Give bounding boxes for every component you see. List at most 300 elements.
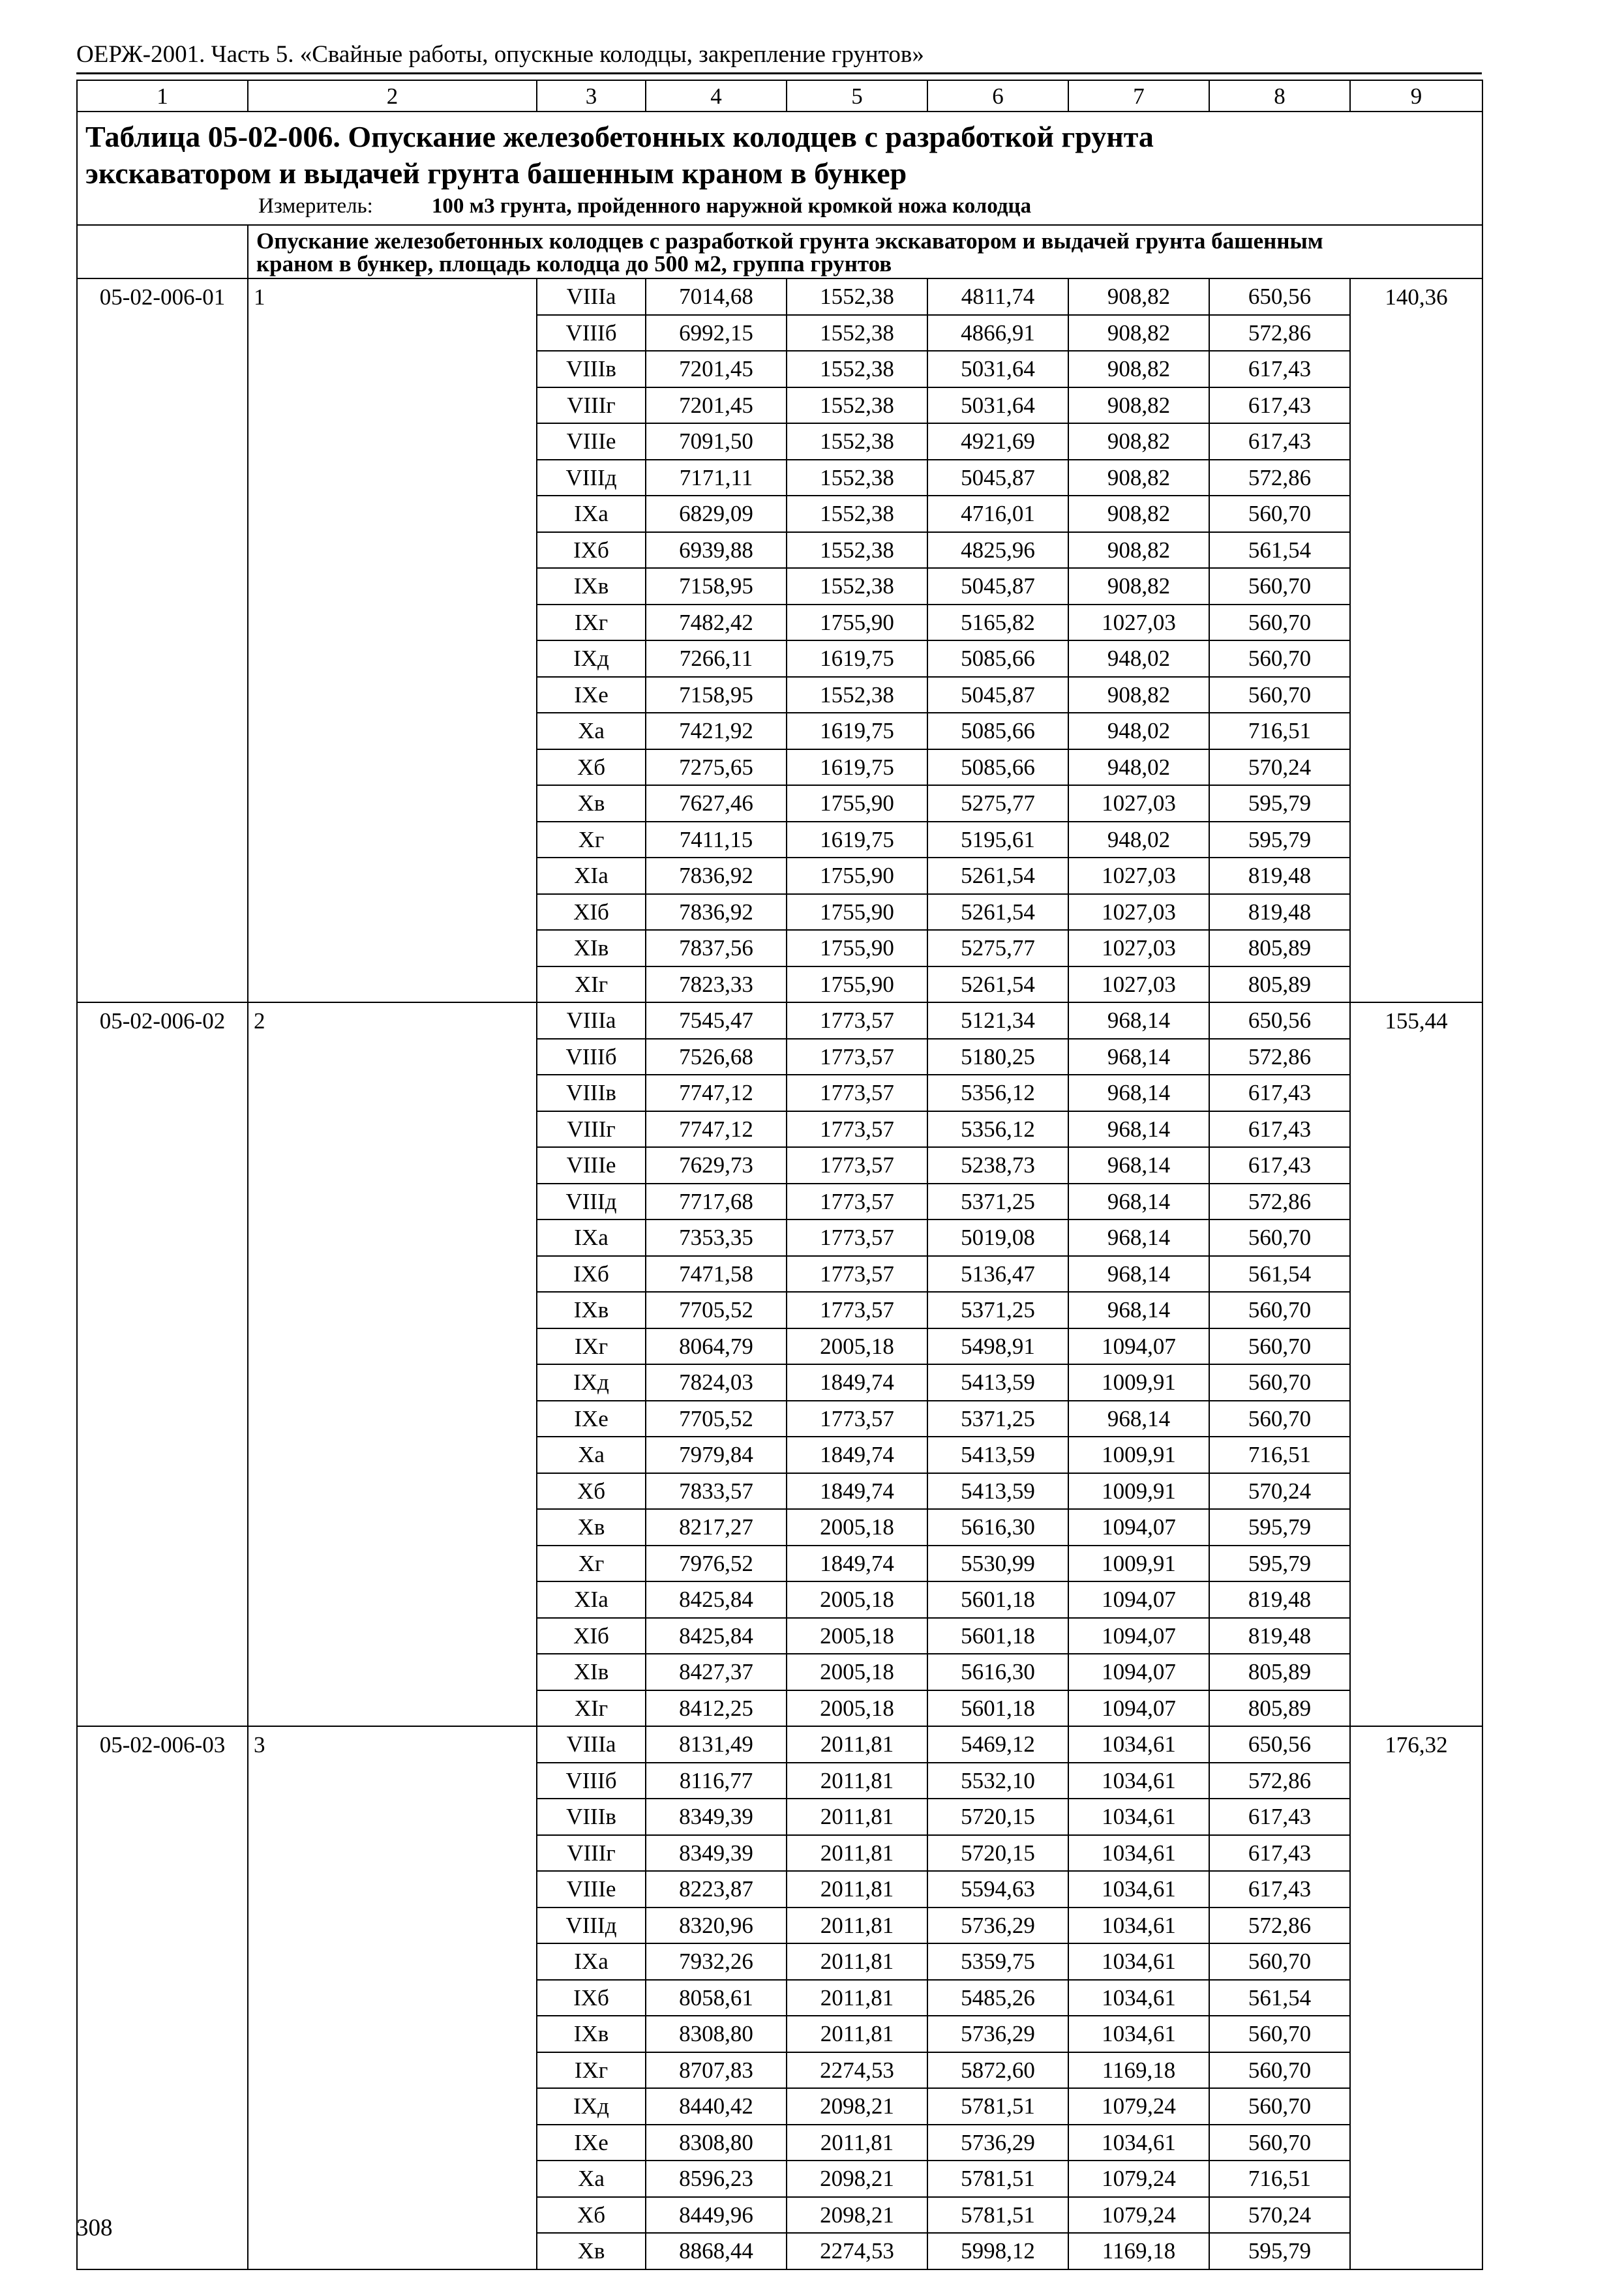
total-cost-cell: 8308,80 (646, 2016, 787, 2052)
soil-group-cell: IXб (537, 1256, 646, 1293)
wages-cost-cell: 1619,75 (787, 640, 927, 677)
total-cost-cell: 7275,65 (646, 749, 787, 786)
wages-cost-cell: 2011,81 (787, 1943, 927, 1980)
machine-cost-cell: 4921,69 (927, 423, 1068, 460)
wages-cost-cell: 1619,75 (787, 749, 927, 786)
soil-group-cell: XIб (537, 1618, 646, 1654)
wages-cost-cell: 2098,21 (787, 2161, 927, 2197)
total-cost-cell: 7201,45 (646, 387, 787, 424)
soil-group-cell: Xб (537, 1473, 646, 1510)
machinist-wages-cell: 1079,24 (1068, 2161, 1209, 2197)
machine-cost-cell: 4825,96 (927, 532, 1068, 569)
wages-cost-cell: 1552,38 (787, 496, 927, 532)
machine-cost-cell: 5085,66 (927, 749, 1068, 786)
materials-cost-cell: 572,86 (1209, 1908, 1350, 1944)
materials-cost-cell: 572,86 (1209, 1763, 1350, 1799)
machinist-wages-cell: 1094,07 (1068, 1509, 1209, 1546)
machinist-wages-cell: 1027,03 (1068, 966, 1209, 1003)
labor-hours: 176,32 (1350, 1726, 1482, 2269)
total-cost-cell: 6939,88 (646, 532, 787, 569)
machinist-wages-cell: 1027,03 (1068, 785, 1209, 822)
machinist-wages-cell: 908,82 (1068, 460, 1209, 496)
rate-code: 05-02-006-03 (77, 1726, 248, 2269)
machinist-wages-cell: 1079,24 (1068, 2088, 1209, 2125)
wages-cost-cell: 1773,57 (787, 1075, 927, 1111)
machine-cost-cell: 5720,15 (927, 1835, 1068, 1872)
materials-cost-cell: 560,70 (1209, 496, 1350, 532)
total-cost-cell: 7091,50 (646, 423, 787, 460)
soil-group-cell: IXв (537, 568, 646, 605)
wages-cost-cell: 1849,74 (787, 1364, 927, 1401)
machinist-wages-cell: 1079,24 (1068, 2197, 1209, 2234)
machinist-wages-cell: 1034,61 (1068, 1726, 1209, 1763)
machinist-wages-cell: 908,82 (1068, 278, 1209, 315)
machine-cost-cell: 5238,73 (927, 1147, 1068, 1184)
soil-group-cell: VIIIб (537, 315, 646, 352)
soil-group-cell: VIIIе (537, 423, 646, 460)
materials-cost-cell: 805,89 (1209, 1690, 1350, 1727)
wages-cost-cell: 1552,38 (787, 351, 927, 387)
total-cost-cell: 8116,77 (646, 1763, 787, 1799)
materials-cost-cell: 570,24 (1209, 1473, 1350, 1510)
unit-label: Измеритель: (258, 194, 373, 218)
machine-cost-cell: 5601,18 (927, 1618, 1068, 1654)
wages-cost-cell: 2005,18 (787, 1581, 927, 1618)
wages-cost-cell: 2274,53 (787, 2233, 927, 2269)
title-row (77, 112, 1482, 225)
soil-group-cell: VIIIв (537, 351, 646, 387)
materials-cost-cell: 650,56 (1209, 1726, 1350, 1763)
soil-group-cell: IXе (537, 677, 646, 713)
machine-cost-cell: 5616,30 (927, 1509, 1068, 1546)
machine-cost-cell: 5998,12 (927, 2233, 1068, 2269)
machine-cost-cell: 5356,12 (927, 1075, 1068, 1111)
machinist-wages-cell: 1094,07 (1068, 1690, 1209, 1727)
total-cost-cell: 8131,49 (646, 1726, 787, 1763)
soil-group-cell: VIIIе (537, 1871, 646, 1908)
machinist-wages-cell: 968,14 (1068, 1147, 1209, 1184)
machine-cost-cell: 5165,82 (927, 605, 1068, 641)
materials-cost-cell: 617,43 (1209, 1147, 1350, 1184)
machinist-wages-cell: 908,82 (1068, 496, 1209, 532)
work-description (248, 225, 1482, 278)
materials-cost-cell: 560,70 (1209, 605, 1350, 641)
machine-cost-cell: 5261,54 (927, 966, 1068, 1003)
machinist-wages-cell: 1034,61 (1068, 1799, 1209, 1835)
machinist-wages-cell: 1094,07 (1068, 1618, 1209, 1654)
materials-cost-cell: 561,54 (1209, 532, 1350, 569)
wages-cost-cell: 2011,81 (787, 1871, 927, 1908)
soil-group-cell: Xв (537, 2233, 646, 2269)
soil-group-cell: IXа (537, 1219, 646, 1256)
soil-group-cell: XIв (537, 930, 646, 966)
materials-cost-cell: 650,56 (1209, 278, 1350, 315)
machinist-wages-cell: 968,14 (1068, 1002, 1209, 1039)
machinist-wages-cell: 968,14 (1068, 1075, 1209, 1111)
machine-cost-cell: 5872,60 (927, 2052, 1068, 2089)
soil-group-cell: Xг (537, 822, 646, 858)
soil-group-cell: VIIIв (537, 1075, 646, 1111)
total-cost-cell: 8349,39 (646, 1835, 787, 1872)
soil-group-cell: VIIIг (537, 387, 646, 424)
total-cost-cell: 7629,73 (646, 1147, 787, 1184)
materials-cost-cell: 560,70 (1209, 2088, 1350, 2125)
soil-group-cell: VIIIа (537, 278, 646, 315)
machine-cost-cell: 5359,75 (927, 1943, 1068, 1980)
materials-cost-cell: 617,43 (1209, 1075, 1350, 1111)
machinist-wages-cell: 1034,61 (1068, 2125, 1209, 2161)
total-cost-cell: 8707,83 (646, 2052, 787, 2089)
materials-cost-cell: 617,43 (1209, 1871, 1350, 1908)
materials-cost-cell: 617,43 (1209, 1111, 1350, 1148)
machine-cost-cell: 5261,54 (927, 894, 1068, 931)
table-row (77, 278, 1482, 315)
machinist-wages-cell: 1094,07 (1068, 1328, 1209, 1365)
column-number: 4 (646, 80, 787, 112)
machine-cost-cell: 5371,25 (927, 1292, 1068, 1328)
wages-cost-cell: 1773,57 (787, 1111, 927, 1148)
soil-group-cell: VIIIа (537, 1726, 646, 1763)
machine-cost-cell: 5195,61 (927, 822, 1068, 858)
materials-cost-cell: 570,24 (1209, 749, 1350, 786)
page-header: ОЕРЖ-2001. Часть 5. «Свайные работы, опускные колодцы, закрепление грунтов» (76, 41, 924, 68)
soil-group-cell: IXа (537, 496, 646, 532)
unit-row (258, 192, 1474, 220)
wages-cost-cell: 2005,18 (787, 1618, 927, 1654)
soil-group-cell: IXа (537, 1943, 646, 1980)
wages-cost-cell: 2011,81 (787, 1799, 927, 1835)
soil-group-cell: Xв (537, 1509, 646, 1546)
soil-group-cell: VIIIе (537, 1147, 646, 1184)
machinist-wages-cell: 1027,03 (1068, 930, 1209, 966)
materials-cost-cell: 560,70 (1209, 1219, 1350, 1256)
materials-cost-cell: 716,51 (1209, 713, 1350, 749)
machinist-wages-cell: 968,14 (1068, 1401, 1209, 1437)
materials-cost-cell: 560,70 (1209, 677, 1350, 713)
machine-cost-cell: 5601,18 (927, 1581, 1068, 1618)
soil-group-cell: IXд (537, 1364, 646, 1401)
wages-cost-cell: 2011,81 (787, 1763, 927, 1799)
wages-cost-cell: 2011,81 (787, 1908, 927, 1944)
machine-cost-cell: 5485,26 (927, 1980, 1068, 2016)
table-row (77, 1726, 1482, 1763)
column-number: 2 (248, 80, 537, 112)
materials-cost-cell: 560,70 (1209, 1401, 1350, 1437)
materials-cost-cell: 572,86 (1209, 1039, 1350, 1075)
rate-code: 05-02-006-02 (77, 1002, 248, 1726)
total-cost-cell: 7353,35 (646, 1219, 787, 1256)
total-cost-cell: 8217,27 (646, 1509, 787, 1546)
wages-cost-cell: 1552,38 (787, 278, 927, 315)
machine-cost-cell: 5121,34 (927, 1002, 1068, 1039)
materials-cost-cell: 617,43 (1209, 1835, 1350, 1872)
soil-group-cell: IXе (537, 1401, 646, 1437)
page-number: 308 (76, 2215, 113, 2241)
materials-cost-cell: 561,54 (1209, 1256, 1350, 1293)
column-number: 9 (1350, 80, 1482, 112)
total-cost-cell: 7824,03 (646, 1364, 787, 1401)
soil-group-cell: VIIIб (537, 1763, 646, 1799)
wages-cost-cell: 2011,81 (787, 1835, 927, 1872)
total-cost-cell: 7976,52 (646, 1546, 787, 1582)
soil-group-cell: VIIIв (537, 1799, 646, 1835)
column-number: 8 (1209, 80, 1350, 112)
total-cost-cell: 7482,42 (646, 605, 787, 641)
machinist-wages-cell: 908,82 (1068, 351, 1209, 387)
rate-name: 1 (248, 278, 537, 1002)
wages-cost-cell: 2005,18 (787, 1654, 927, 1690)
soil-group-cell: IXд (537, 2088, 646, 2125)
materials-cost-cell: 617,43 (1209, 387, 1350, 424)
soil-group-cell: Xа (537, 1437, 646, 1473)
soil-group-cell: IXг (537, 2052, 646, 2089)
machine-cost-cell: 5413,59 (927, 1473, 1068, 1510)
materials-cost-cell: 716,51 (1209, 2161, 1350, 2197)
machinist-wages-cell: 1169,18 (1068, 2233, 1209, 2269)
machine-cost-cell: 5530,99 (927, 1546, 1068, 1582)
soil-group-cell: IXг (537, 605, 646, 641)
machinist-wages-cell: 1094,07 (1068, 1581, 1209, 1618)
wages-cost-cell: 1755,90 (787, 785, 927, 822)
materials-cost-cell: 805,89 (1209, 930, 1350, 966)
soil-group-cell: IXб (537, 1980, 646, 2016)
machine-cost-cell: 5594,63 (927, 1871, 1068, 1908)
wages-cost-cell: 1619,75 (787, 822, 927, 858)
materials-cost-cell: 617,43 (1209, 351, 1350, 387)
wages-cost-cell: 1773,57 (787, 1147, 927, 1184)
soil-group-cell: IXб (537, 532, 646, 569)
materials-cost-cell: 560,70 (1209, 2052, 1350, 2089)
wages-cost-cell: 2005,18 (787, 1690, 927, 1727)
machine-cost-cell: 5413,59 (927, 1364, 1068, 1401)
total-cost-cell: 8427,37 (646, 1654, 787, 1690)
wages-cost-cell: 2011,81 (787, 2016, 927, 2052)
wages-cost-cell: 1552,38 (787, 568, 927, 605)
machine-cost-cell: 5498,91 (927, 1328, 1068, 1365)
machine-cost-cell: 4866,91 (927, 315, 1068, 352)
wages-cost-cell: 1755,90 (787, 930, 927, 966)
column-number-row (77, 80, 1482, 112)
header-rule (76, 72, 1482, 74)
wages-cost-cell: 1552,38 (787, 315, 927, 352)
wages-cost-cell: 2011,81 (787, 1726, 927, 1763)
wages-cost-cell: 1619,75 (787, 713, 927, 749)
wages-cost-cell: 2005,18 (787, 1328, 927, 1365)
materials-cost-cell: 650,56 (1209, 1002, 1350, 1039)
machine-cost-cell: 5085,66 (927, 713, 1068, 749)
total-cost-cell: 8308,80 (646, 2125, 787, 2161)
machine-cost-cell: 5781,51 (927, 2197, 1068, 2234)
materials-cost-cell: 570,24 (1209, 2197, 1350, 2234)
wages-cost-cell: 1849,74 (787, 1546, 927, 1582)
machinist-wages-cell: 1034,61 (1068, 1763, 1209, 1799)
total-cost-cell: 7158,95 (646, 568, 787, 605)
soil-group-cell: VIIIа (537, 1002, 646, 1039)
total-cost-cell: 7979,84 (646, 1437, 787, 1473)
total-cost-cell: 8223,87 (646, 1871, 787, 1908)
total-cost-cell: 7705,52 (646, 1292, 787, 1328)
total-cost-cell: 8440,42 (646, 2088, 787, 2125)
machine-cost-cell: 5019,08 (927, 1219, 1068, 1256)
wages-cost-cell: 1552,38 (787, 677, 927, 713)
total-cost-cell: 7201,45 (646, 351, 787, 387)
total-cost-cell: 7932,26 (646, 1943, 787, 1980)
total-cost-cell: 8596,23 (646, 2161, 787, 2197)
machine-cost-cell: 5371,25 (927, 1184, 1068, 1220)
wages-cost-cell: 1552,38 (787, 460, 927, 496)
soil-group-cell: VIIIд (537, 1908, 646, 1944)
wages-cost-cell: 1755,90 (787, 966, 927, 1003)
total-cost-cell: 6829,09 (646, 496, 787, 532)
machinist-wages-cell: 1034,61 (1068, 1908, 1209, 1944)
materials-cost-cell: 595,79 (1209, 785, 1350, 822)
soil-group-cell: IXв (537, 2016, 646, 2052)
machinist-wages-cell: 1034,61 (1068, 1871, 1209, 1908)
materials-cost-cell: 595,79 (1209, 2233, 1350, 2269)
machine-cost-cell: 5275,77 (927, 785, 1068, 822)
machine-cost-cell: 5085,66 (927, 640, 1068, 677)
total-cost-cell: 7747,12 (646, 1075, 787, 1111)
machinist-wages-cell: 968,14 (1068, 1292, 1209, 1328)
machinist-wages-cell: 908,82 (1068, 315, 1209, 352)
wages-cost-cell: 1849,74 (787, 1437, 927, 1473)
materials-cost-cell: 560,70 (1209, 568, 1350, 605)
wages-cost-cell: 1552,38 (787, 423, 927, 460)
soil-group-cell: XIа (537, 858, 646, 894)
soil-group-cell: XIб (537, 894, 646, 931)
soil-group-cell: IXд (537, 640, 646, 677)
rates-table (76, 80, 1483, 2270)
materials-cost-cell: 595,79 (1209, 1546, 1350, 1582)
soil-group-cell: VIIIд (537, 460, 646, 496)
materials-cost-cell: 560,70 (1209, 1364, 1350, 1401)
description-spacer (77, 225, 248, 278)
materials-cost-cell: 560,70 (1209, 640, 1350, 677)
machinist-wages-cell: 948,02 (1068, 713, 1209, 749)
soil-group-cell: IXг (537, 1328, 646, 1365)
materials-cost-cell: 805,89 (1209, 966, 1350, 1003)
labor-hours: 140,36 (1350, 278, 1482, 1002)
soil-group-cell: VIIIб (537, 1039, 646, 1075)
machine-cost-cell: 5781,51 (927, 2088, 1068, 2125)
soil-group-cell: Xб (537, 2197, 646, 2234)
materials-cost-cell: 595,79 (1209, 1509, 1350, 1546)
soil-group-cell: Xа (537, 713, 646, 749)
wages-cost-cell: 1773,57 (787, 1219, 927, 1256)
machine-cost-cell: 5045,87 (927, 568, 1068, 605)
soil-group-cell: IXв (537, 1292, 646, 1328)
total-cost-cell: 8412,25 (646, 1690, 787, 1727)
wages-cost-cell: 2098,21 (787, 2088, 927, 2125)
total-cost-cell: 7411,15 (646, 822, 787, 858)
machine-cost-cell: 5413,59 (927, 1437, 1068, 1473)
rate-name: 3 (248, 1726, 537, 2269)
description-line: Опускание железобетонных колодцев с разработкой грунта экскаватором и выдачей грунта башенным (256, 228, 1323, 254)
soil-group-cell: IXе (537, 2125, 646, 2161)
machine-cost-cell: 5720,15 (927, 1799, 1068, 1835)
soil-group-cell: VIIIд (537, 1184, 646, 1220)
materials-cost-cell: 572,86 (1209, 1184, 1350, 1220)
materials-cost-cell: 819,48 (1209, 1581, 1350, 1618)
machinist-wages-cell: 1027,03 (1068, 894, 1209, 931)
materials-cost-cell: 560,70 (1209, 2016, 1350, 2052)
machine-cost-cell: 5616,30 (927, 1654, 1068, 1690)
wages-cost-cell: 1773,57 (787, 1039, 927, 1075)
description-row (77, 225, 1482, 278)
materials-cost-cell: 561,54 (1209, 1980, 1350, 2016)
machine-cost-cell: 5371,25 (927, 1401, 1068, 1437)
materials-cost-cell: 617,43 (1209, 423, 1350, 460)
machinist-wages-cell: 1034,61 (1068, 1980, 1209, 2016)
machine-cost-cell: 5045,87 (927, 677, 1068, 713)
total-cost-cell: 8449,96 (646, 2197, 787, 2234)
machinist-wages-cell: 1094,07 (1068, 1654, 1209, 1690)
wages-cost-cell: 2011,81 (787, 2125, 927, 2161)
machine-cost-cell: 5180,25 (927, 1039, 1068, 1075)
table-title-cell (77, 112, 1482, 225)
total-cost-cell: 8868,44 (646, 2233, 787, 2269)
machine-cost-cell: 5031,64 (927, 387, 1068, 424)
machinist-wages-cell: 1009,91 (1068, 1364, 1209, 1401)
total-cost-cell: 8320,96 (646, 1908, 787, 1944)
machine-cost-cell: 5781,51 (927, 2161, 1068, 2197)
machinist-wages-cell: 1034,61 (1068, 2016, 1209, 2052)
total-cost-cell: 6992,15 (646, 315, 787, 352)
total-cost-cell: 7717,68 (646, 1184, 787, 1220)
table-title (85, 119, 1474, 192)
machine-cost-cell: 5275,77 (927, 930, 1068, 966)
total-cost-cell: 8349,39 (646, 1799, 787, 1835)
soil-group-cell: Xб (537, 749, 646, 786)
machine-cost-cell: 4811,74 (927, 278, 1068, 315)
total-cost-cell: 7836,92 (646, 894, 787, 931)
total-cost-cell: 7823,33 (646, 966, 787, 1003)
machinist-wages-cell: 908,82 (1068, 532, 1209, 569)
column-number: 6 (927, 80, 1068, 112)
wages-cost-cell: 1773,57 (787, 1184, 927, 1220)
materials-cost-cell: 560,70 (1209, 1292, 1350, 1328)
wages-cost-cell: 1773,57 (787, 1256, 927, 1293)
machine-cost-cell: 5532,10 (927, 1763, 1068, 1799)
materials-cost-cell: 560,70 (1209, 1943, 1350, 1980)
machinist-wages-cell: 1027,03 (1068, 605, 1209, 641)
machinist-wages-cell: 1009,91 (1068, 1437, 1209, 1473)
machinist-wages-cell: 948,02 (1068, 640, 1209, 677)
machine-cost-cell: 4716,01 (927, 496, 1068, 532)
total-cost-cell: 7833,57 (646, 1473, 787, 1510)
machinist-wages-cell: 908,82 (1068, 423, 1209, 460)
materials-cost-cell: 819,48 (1209, 858, 1350, 894)
wages-cost-cell: 1755,90 (787, 894, 927, 931)
machinist-wages-cell: 948,02 (1068, 749, 1209, 786)
wages-cost-cell: 1773,57 (787, 1401, 927, 1437)
total-cost-cell: 7837,56 (646, 930, 787, 966)
machinist-wages-cell: 968,14 (1068, 1111, 1209, 1148)
rate-name: 2 (248, 1002, 537, 1726)
machinist-wages-cell: 1169,18 (1068, 2052, 1209, 2089)
table-title-line: экскаватором и выдачей грунта башенным краном в бункер (85, 157, 907, 190)
soil-group-cell: XIг (537, 1690, 646, 1727)
total-cost-cell: 8425,84 (646, 1618, 787, 1654)
wages-cost-cell: 2011,81 (787, 1980, 927, 2016)
machine-cost-cell: 5031,64 (927, 351, 1068, 387)
machinist-wages-cell: 908,82 (1068, 677, 1209, 713)
soil-group-cell: XIг (537, 966, 646, 1003)
total-cost-cell: 7705,52 (646, 1401, 787, 1437)
wages-cost-cell: 1849,74 (787, 1473, 927, 1510)
machine-cost-cell: 5736,29 (927, 2125, 1068, 2161)
wages-cost-cell: 1755,90 (787, 858, 927, 894)
